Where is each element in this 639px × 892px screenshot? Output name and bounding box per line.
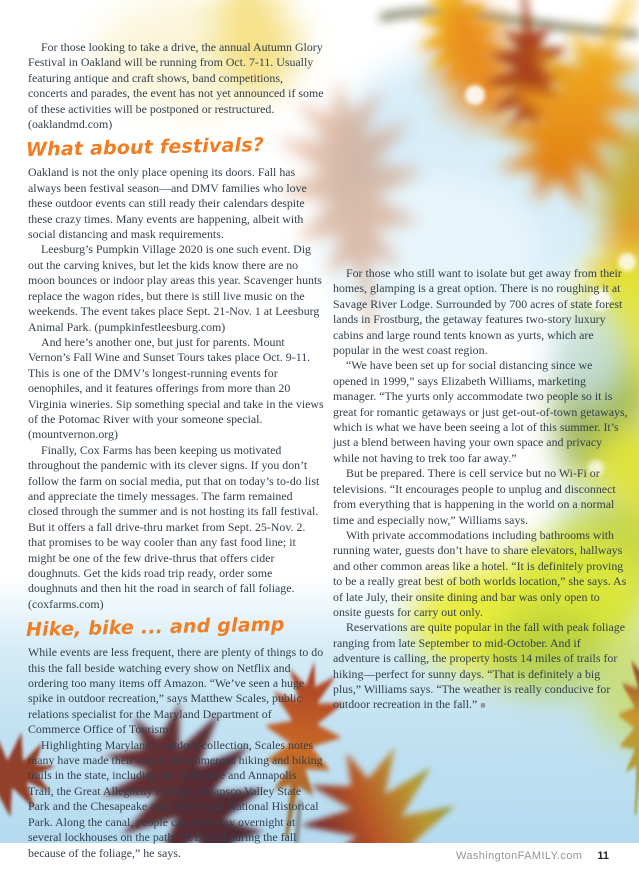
- intro-paragraph: For those looking to take a drive, the annual Autumn Glory Festival in Oakland will be running from Oct. 7-11. Usually featuring antique and craft shows, band competitions, concerts and parades, the event has not yet announced if some of these activities will be postponed or restructured. (oaklandmd.com): [28, 40, 324, 132]
- paragraph-text: Reservations are quite popular in the fall with peak foliage ranging from late September to mid-October. And if adventure is calling, the property hosts 14 miles of trails for hiking—perfect for sunny days. “That is definitely a big plus,” Williams says. “The weather is really conducive for outdoor recreation in the fall.”: [333, 620, 626, 712]
- paragraph: Highlighting Maryland’s outdoor collection, Scales notes many have made their way to the numerous hiking and biking trails in the state, including the Baltimore and Annapolis Trail, the Great Allegheny Passage, Patapsco Valley State Park and the Chesapeake and Ohio Canal National Historical Park. Along the canal, people can even stay overnight at several lockhouses on the path. “It is cool during the fall because of the foliage,” he says.: [28, 737, 323, 860]
- paragraph: While events are less frequent, there are plenty of things to do this the fall beside watching every show on Netflix and ordering too many items off Amazon. “We’ve seen a huge spike in outdoor recreation,” says Matthew Scales, public relations specialist for the Maryland Department of Commerce Office of Tourism.: [28, 645, 324, 737]
- page-number: 11: [597, 850, 609, 862]
- paragraph: And here’s another one, but just for parents. Mount Vernon’s Fall Wine and Sunset Tours takes place Oct. 9-11. This is one of the DMV’s longest-running events for oenophiles, and it features offerings from more than 20 Virginia wineries. Sip something special and take in the views of the Potomac River with your someone special. (mountvernon.org): [28, 334, 324, 442]
- paragraph: But be prepared. There is cell service but no Wi-Fi or televisions. “It encourages people to unplug and disconnect from everything that is happening in the world on a normal time and especially now,” Williams says.: [333, 466, 616, 527]
- paragraph: Leesburg’s Pumpkin Village 2020 is one such event. Dig out the carving knives, but let the kids know there are no moon bounces or indoor play areas this year. Scavenger hunts replace the wagon rides, but there is still live music on the weekends. The event takes place Sept. 21-Nov. 1 at Leesburg Animal Park. (pumpkinfestleesburg.com): [28, 242, 322, 334]
- site-name: WashingtonFAMILY.com: [455, 850, 583, 862]
- right-column: [333, 266, 629, 714]
- left-column: [25, 40, 324, 861]
- paragraph: Finally, Cox Farms has been keeping us motivated throughout the pandemic with its clever signs. If you don’t follow the farm on social media, put that on today’s to-do list and appreciate the timely messages. The farm remained closed through the summer and is not hosting its fall festival. But it offers a fall drive-thru market from Sept. 25-Nov. 2. that promises to be way cooler than any fast food line; it might be one of the few drive-thrus that offers cider doughnuts. Get the kids road trip ready, order some doughnuts and then hit the road in search of fall foliage. (coxfarms.com): [28, 442, 320, 611]
- paragraph: [333, 620, 629, 713]
- section-heading-hike-bike-glamp: Hike, bike ... and glamp: [25, 613, 285, 642]
- paragraph: Oakland is not the only place opening its doors. Fall has always been festival season—and DMV families who love these outdoor events can still ready their calendars despite these crazy times. Many events are happening, albeit with social distancing and mask requirements.: [28, 165, 307, 242]
- paragraph: “We have been set up for social distancing since we opened in 1999,” says Elizabeth Williams, marketing manager. “The yurts only accommodate two people so it is great for romantic getaways or just get-out-of-town getaways, which is what we have been seeing a lot of this summer. It’s just a blend between having your own space and privacy while not having to trek too far away.”: [333, 358, 628, 465]
- paragraph: With private accommodations including bathrooms with running water, guests don’t have to share elevators, hallways and other common areas like a hotel. “It is definitely proving to be a really great best of both worlds location,” she says. As of late July, their onsite dining and bar was only open to onsite guests for carry out only.: [333, 527, 627, 619]
- article-end-mark: ■: [480, 700, 486, 711]
- page-footer: [456, 850, 609, 862]
- section-heading-festivals: What about festivals?: [25, 134, 265, 162]
- paragraph: For those who still want to isolate but get away from their homes, glamping is a great option. There is no roughing it at Savage River Lodge. Surrounded by 700 acres of state forest lands in Frostburg, the getaway features two-story luxury cabins and large round tents known as yurts, which are popular in the west coast region.: [333, 266, 623, 358]
